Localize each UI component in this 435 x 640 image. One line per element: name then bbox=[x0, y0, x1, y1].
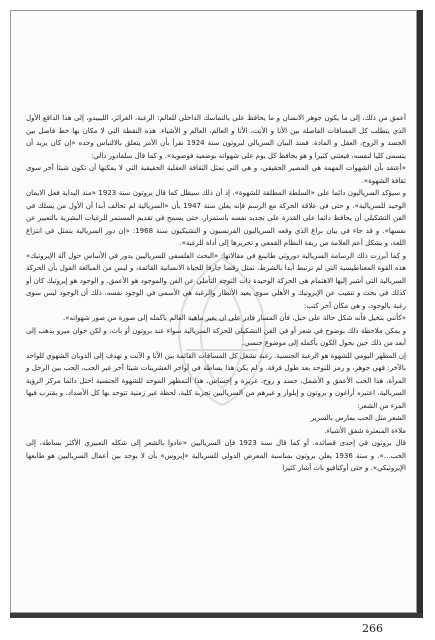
page-number: 266 bbox=[362, 622, 383, 635]
article-body-text: أعمق من ذلك، إلى ما يكون جوهر الانسان و ما يحافظ على بالتماسك الداخلي للعالم: الرغبة، الغرائز، الليبيدو، إلى هذا الدافع الأول الذي يتطلب كل المسافات الفاصلة بين الأنا و الأنت، الأنا و العالم، العالم و الأشياء. هذه النقطة التي لا مكان بها خط فاصل بين الجسد و الروح، العقل و المادة. فمنذ البيان السريالي لبروتون سنة 1924 نقرأ بأن الأمر يتعلق بالالتباس وحده «إن كان يريد أن يتسمى كليا لنفسه، فيعتني كثيرا و هو يحافظ كل يوم على شهواته بوضعية فوضوية». و كما قال سلفادور دالي: «أعتقد بأن الشهوات المهمة هي المصير الحقيقي، و هي التي تمثل الثقافة العقلية الحقيقية التي لا يمكنها أن تكون شيئا آخر سوى ثقافة الشهوة». و سيؤكد السرياليون دائما على «السلطة المطلقة للشهوة»، إذ أن ذلك سيظل كما قال بروتون سنة 1923 «منذ البداية فعل الايمان الوحيد للسريالية». و حتى في علاقة الحركة مع الرسم فإنه يعلن سنة 1947 بأن «السريالية لم تخالف أبدا أن الأول من يسلك في الفن التشكيلي أن يحافظ دائما على القدرة على تجديد نفسه باستمرار، حتى يسمح في تقديم المستمر للرغبات البشرية بالتعبير عن نفسها». و قد جاء في بيان براغ الذي وقعه السرياليون الفرنسيون و التشيكيون سنة 1968: «إن دور السريالية يتمثل في انتزاع اللغة، و بشكل أعم العلامة من ربقة النظام القمعي و تحريرها إلى أداة للرغبة». و كما أبرزت ذلك الرسامة السريالية دوروثي طانينغ في مقالاتها: «البحث الفلسفي للسرياليين يدور في الأساس حول آلة الإيروتيك» هذه القوة المغناطيسية التي لم ترتبط أبدا بالشرط. تمثل رقصا جارفا للحياة الانسانية القائمة، و ليس من المبالغة القول بأن الحركة السريالية التي أشير إليها الاهتمام هي الحركة الوحيدة ذات التوجه التأملي عن الفن والموجود هو الأعمق. و الوجود هو إيروتيك كان أو كذلك في بحث و تنقيب عن الإيروتيك و الأهلي سوى يعيد الأنظار والرغبة هي الأسمى في الوجود نفسه، ذلك أن الوجود ليس سوى رغبة بالوجود، و هي مكان آخر كتب: «كأنني بتخيل فأنه شكل حالة على حبل، فأن المسار فادر على ان يغير ماهية العالم باكمله إلى صورة من صور شهواته». و يمكن ملاحظة ذلك بوضوح في شعر أو في الفن التشكيلي للحركة السريالية سواء عند بروتون أو باث، و لكن خوان ميرو يذهب إلى أبعد من ذلك حين يحول الكون بأكمله إلى موضوع جنسي. إن المظهر اليومي للشهوة هو الرغبة الجنسية. رغبة تشغل كل المسافات القائمة بين الأنا و الآنت و تهدف إلى الذوبان الشهوي للواحد بالآخر: فهي جوهر، و رمز للتوحد بعد طول فرقة. و لم يكن هذا بساطة في أواخر العشرينات شيئا آخر غير الحب، الحب بين الرجل و المرأة، هذا الحب الأعمق و الأشمل، جسد و روح، غريزة و إحساس، هذا التمظهر الموحد للشهوة الجنسية احتل دائما مركز الرؤية السريالية، اعتبره أراغون و بروتون و إيلوار و غيرهم من السرياليين تجربة كلية، لحظة غير زمنية تتوحد بها كل الأضداد، و يقترب فيها المرء من الشعر: الشعر مثل الحب يمارس بالسرير ملاءة المبعثرة شفق الأشياء. قال بروتون في إحدى قصائده. أو كما قال سنة 1923 فإن السرياليين «عادوا بالشعر إلى شكله التعبيري الأكثر بساطة، إلى الحب...». و سنة 1936 يعلن بروتون بمناسبة المعرض الدولي للسريالية «إيروس» بأن لا يوجد بين أعمال السرياليين هو طابعها الإيروتيكي». و حتى أوكتافيو باث أشار كثيرا bbox=[26, 114, 407, 472]
page-bottom-edge bbox=[10, 613, 423, 618]
page-edge-shadow bbox=[417, 10, 423, 613]
